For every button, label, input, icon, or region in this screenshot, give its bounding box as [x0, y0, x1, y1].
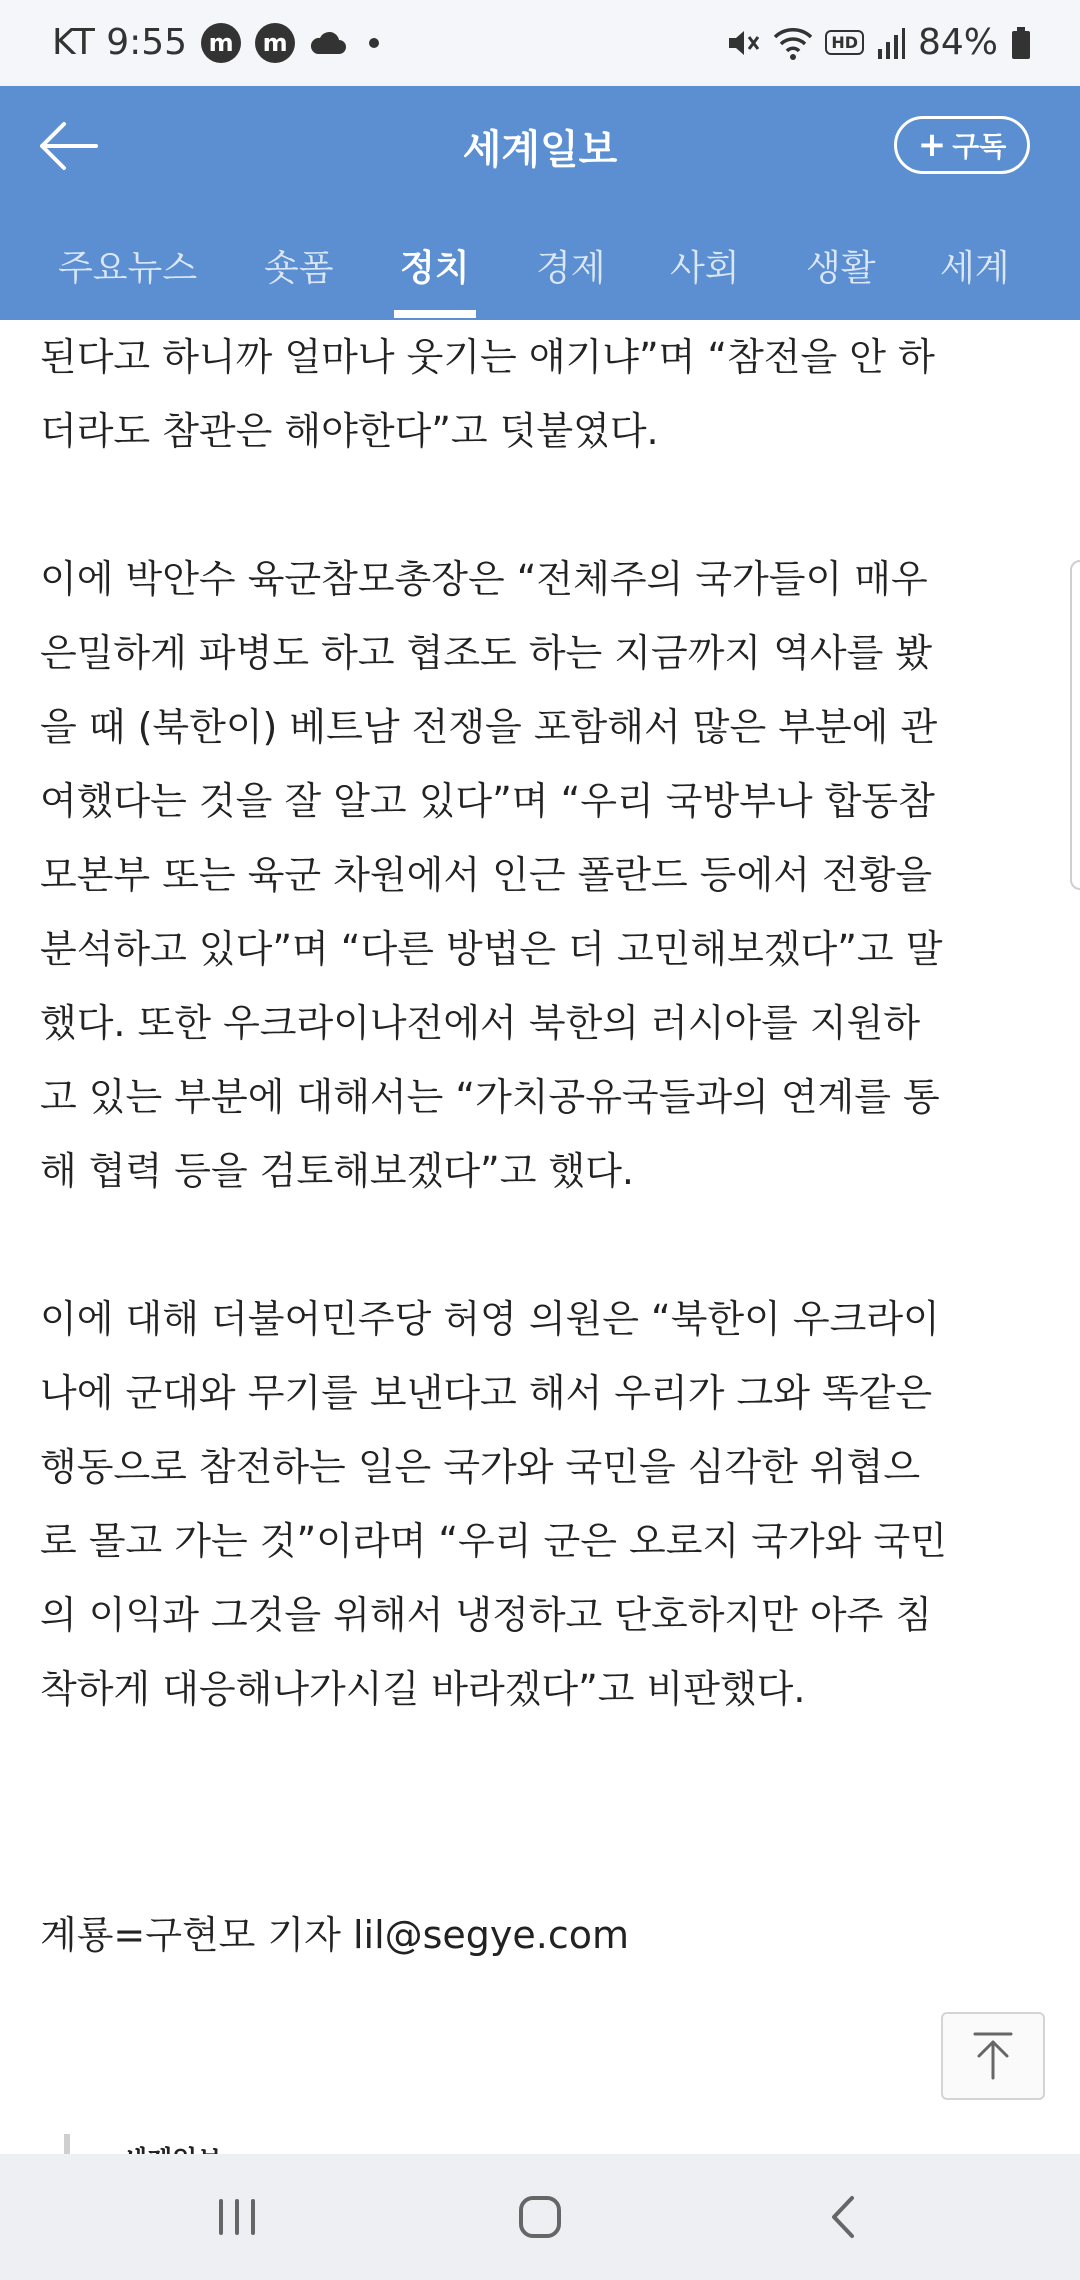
scroll-top-icon: [969, 2030, 1017, 2082]
article-paragraph: 이에 대해 더불어민주당 허영 의원은 “북한이 우크라이 나에 군대와 무기를 보낸다고 해서 우리가 그와 똑같은 행동으로 참전하는 일은 국가와 국민을 심각한 위협으 로 몰고 가는 것”이라며 “우리 군은 오로지 국가와 국민 의 이익과 그것을 위해서 냉정하고 단호하지만 아주 침 착하게 대응해나가시길 바라겠다”고 비판했다.: [40, 1297, 947, 1711]
tab-world[interactable]: 세계: [940, 248, 1010, 289]
tab-economy[interactable]: 경제: [536, 248, 606, 289]
notification-dot-icon: [369, 38, 379, 48]
status-right: [725, 22, 1032, 63]
tab-life[interactable]: 생활: [806, 248, 876, 289]
status-bar: [0, 0, 1080, 86]
plus-icon: +: [917, 125, 947, 165]
tab-politics[interactable]: 정치: [400, 248, 470, 289]
subscribe-button[interactable]: [894, 116, 1030, 174]
article-paragraph: 된다고 하니까 얼마나 웃기는 얘기냐”며 “참전을 안 하 더라도 참관은 해야한다”고 덧붙였다.: [40, 335, 935, 453]
related-section-header: [64, 2134, 1064, 2154]
active-tab-indicator: [394, 310, 476, 318]
carrier-time: KT 9:55: [52, 22, 188, 63]
notification-app-icon: m: [201, 23, 241, 63]
mute-icon: [725, 25, 761, 61]
wifi-icon: [773, 25, 813, 61]
notification-app-icon: m: [255, 23, 295, 63]
tab-main-news[interactable]: 주요뉴스: [58, 248, 198, 289]
signal-icon: [876, 25, 906, 61]
subscribe-label: 구독: [952, 130, 1007, 163]
app-header: [0, 86, 1080, 206]
scroll-top-button[interactable]: [941, 2012, 1045, 2100]
article-byline: 계룡=구현모 기자 lil@segye.com: [40, 1913, 630, 1957]
status-left: [52, 22, 379, 63]
tab-shortform[interactable]: 숏폼: [264, 248, 334, 289]
hd-voice-icon: HD: [825, 30, 864, 55]
recent-apps-icon: [215, 2197, 259, 2237]
home-button[interactable]: [505, 2184, 575, 2250]
recent-apps-button[interactable]: [202, 2184, 272, 2250]
nav-back-button[interactable]: [808, 2184, 878, 2250]
system-nav-bar: [0, 2154, 1080, 2280]
battery-percent: 84%: [917, 22, 998, 63]
battery-icon: [1010, 25, 1032, 61]
article-body: [40, 320, 1050, 1726]
home-icon: [517, 2194, 563, 2240]
cloud-icon: [309, 30, 347, 56]
category-tab-bar: [0, 206, 1080, 320]
edge-panel-handle[interactable]: [1070, 560, 1080, 890]
tab-society[interactable]: 사회: [670, 248, 740, 289]
article-paragraph: 이에 박안수 육군참모총장은 “전체주의 국가들이 매우 은밀하게 파병도 하고 협조도 하는 지금까지 역사를 봤 을 때 (북한이) 베트남 전쟁을 포함해서 많은 부분에 관 여했다는 것을 잘 알고 있다”며 “우리 국방부나 합동참 모본부 또는 육군 차원에서 인근 폴란드 등에서 전황을 분석하고 있다”며 “다른 방법은 더 고민해보겠다”고 말 했다. 또한 우크라이나전에서 북한의 러시아를 지원하 고 있는 부분에 대해서는 “가치공유국들과의 연계를 통 해 협력 등을 검토해보겠다”고 했다.: [40, 557, 943, 1193]
page-title: 세계일보: [462, 127, 618, 173]
nav-back-icon: [828, 2194, 858, 2240]
